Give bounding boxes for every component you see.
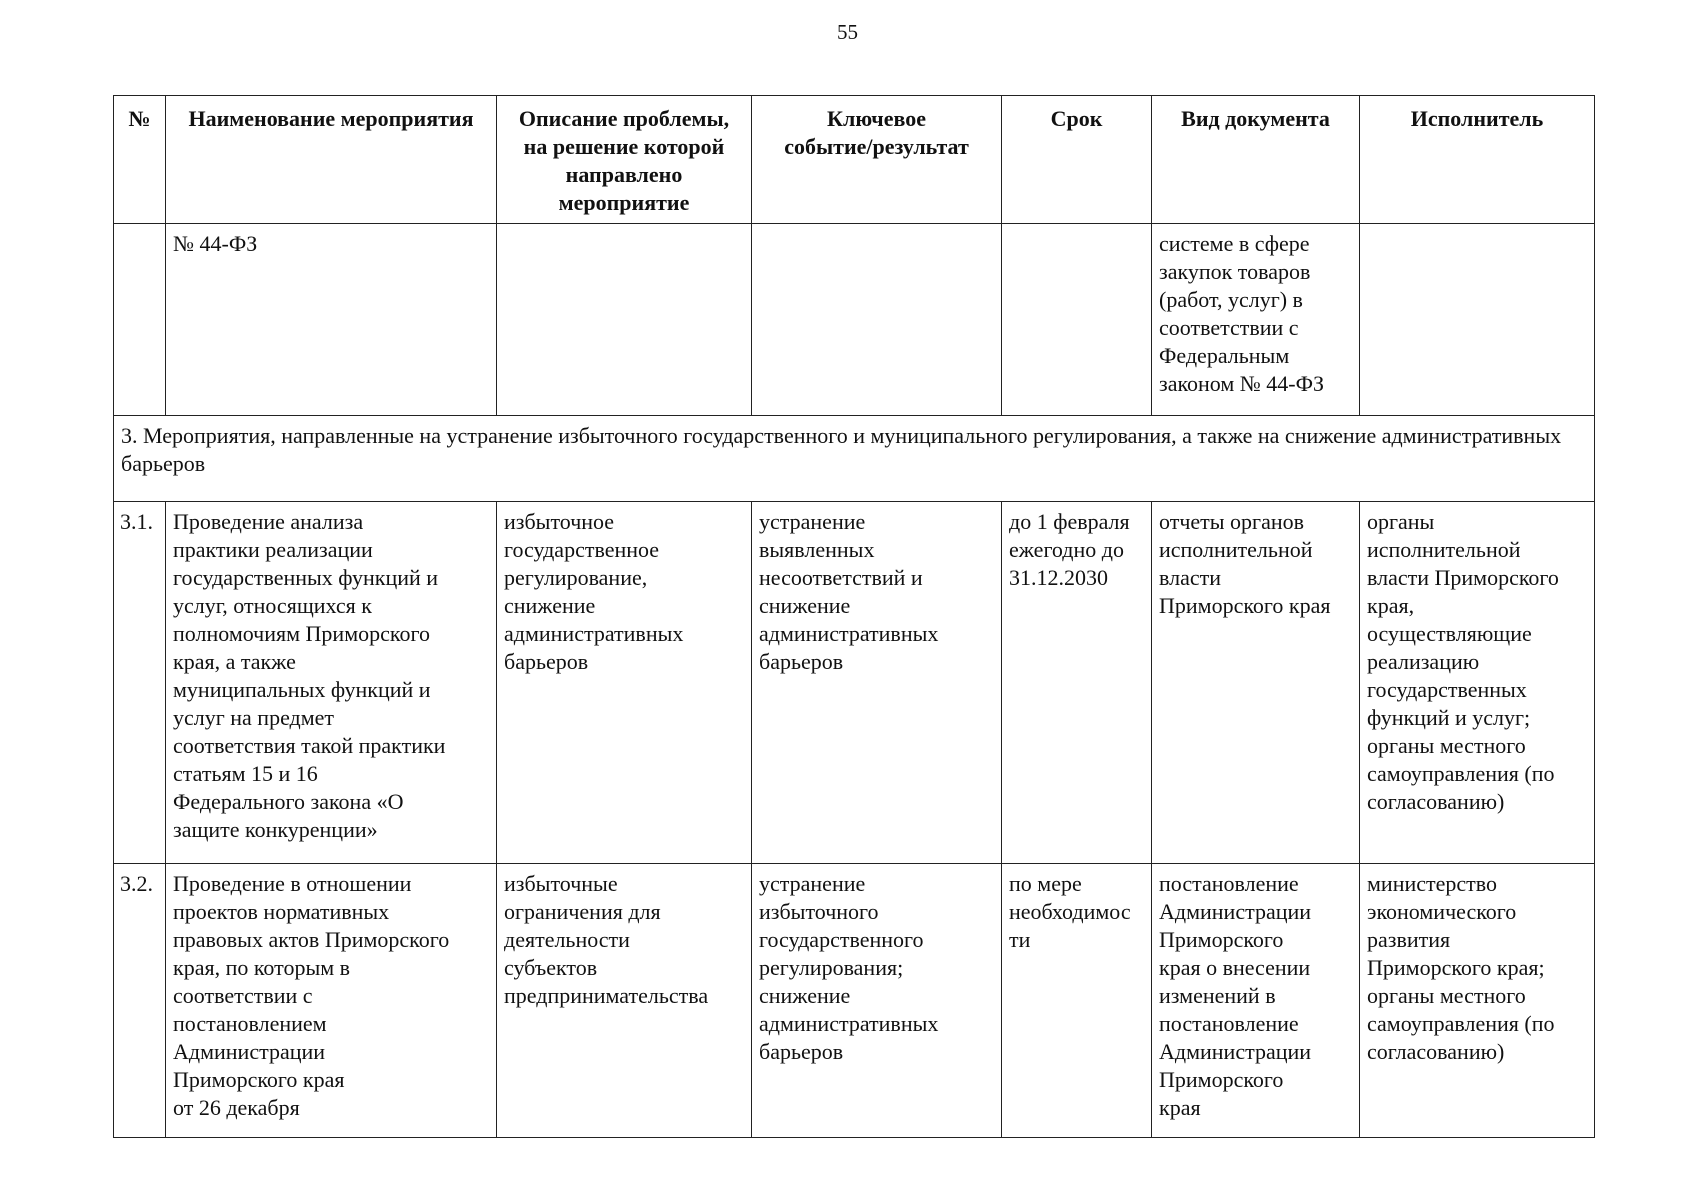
cell-result: устранение выявленных несоответствий и снижение административных барьеров <box>752 502 1002 864</box>
cell-problem <box>497 224 752 416</box>
cell-document: системе в сфере закупок товаров (работ, услуг) в соответствии с Федеральным законом № 44-ФЗ <box>1152 224 1360 416</box>
cell-number <box>114 224 166 416</box>
header-key-result: Ключевое событие/результат <box>752 96 1002 224</box>
header-problem-description: Описание проблемы, на решение которой направлено мероприятие <box>497 96 752 224</box>
cell-executor: органы исполнительной власти Приморского края, осуществляющие реализацию государственных функций и услуг; органы местного самоуправления (по согласованию) <box>1360 502 1595 864</box>
header-executor: Исполнитель <box>1360 96 1595 224</box>
cell-number: 3.1. <box>114 502 166 864</box>
cell-measure-name: № 44-ФЗ <box>166 224 497 416</box>
cell-deadline <box>1002 224 1152 416</box>
cell-number: 3.2. <box>114 864 166 1138</box>
table-row-continuation <box>114 224 1595 416</box>
table-row <box>114 502 1595 864</box>
cell-problem: избыточные ограничения для деятельности субъектов предпринимательства <box>497 864 752 1138</box>
cell-deadline: по мере необходимос ти <box>1002 864 1152 1138</box>
header-document-type: Вид документа <box>1152 96 1360 224</box>
cell-executor: министерство экономического развития Приморского края; органы местного самоуправления (по согласованию) <box>1360 864 1595 1138</box>
cell-measure-name: Проведение анализа практики реализации государственных функций и услуг, относящихся к полномочиям Приморского края, а также муниципальных функций и услуг на предмет соответствия такой практики статьям 15 и 16 Федерального закона «О защите конкуренции» <box>166 502 497 864</box>
cell-executor <box>1360 224 1595 416</box>
section-row <box>114 416 1595 502</box>
cell-deadline: до 1 февраля ежегодно до 31.12.2030 <box>1002 502 1152 864</box>
cell-measure-name: Проведение в отношении проектов нормативных правовых актов Приморского края, по которым в соответствии с постановлением Администрации Приморского края от 26 декабря <box>166 864 497 1138</box>
table-row <box>114 864 1595 1138</box>
cell-problem: избыточное государственное регулирование, снижение административных барьеров <box>497 502 752 864</box>
cell-result: устранение избыточного государственного регулирования; снижение административных барьеров <box>752 864 1002 1138</box>
header-deadline: Срок <box>1002 96 1152 224</box>
table-header-row <box>114 96 1595 224</box>
measures-table <box>113 95 1595 1138</box>
header-number: № <box>114 96 166 224</box>
header-measure-name: Наименование мероприятия <box>166 96 497 224</box>
cell-result <box>752 224 1002 416</box>
page-number: 55 <box>837 20 858 44</box>
section-title: 3. Мероприятия, направленные на устранение избыточного государственного и муниципального регулирования, а также на снижение административных барьеров <box>114 416 1595 502</box>
cell-document: постановление Администрации Приморского края о внесении изменений в постановление Администрации Приморского края <box>1152 864 1360 1138</box>
cell-document: отчеты органов исполнительной власти Приморского края <box>1152 502 1360 864</box>
